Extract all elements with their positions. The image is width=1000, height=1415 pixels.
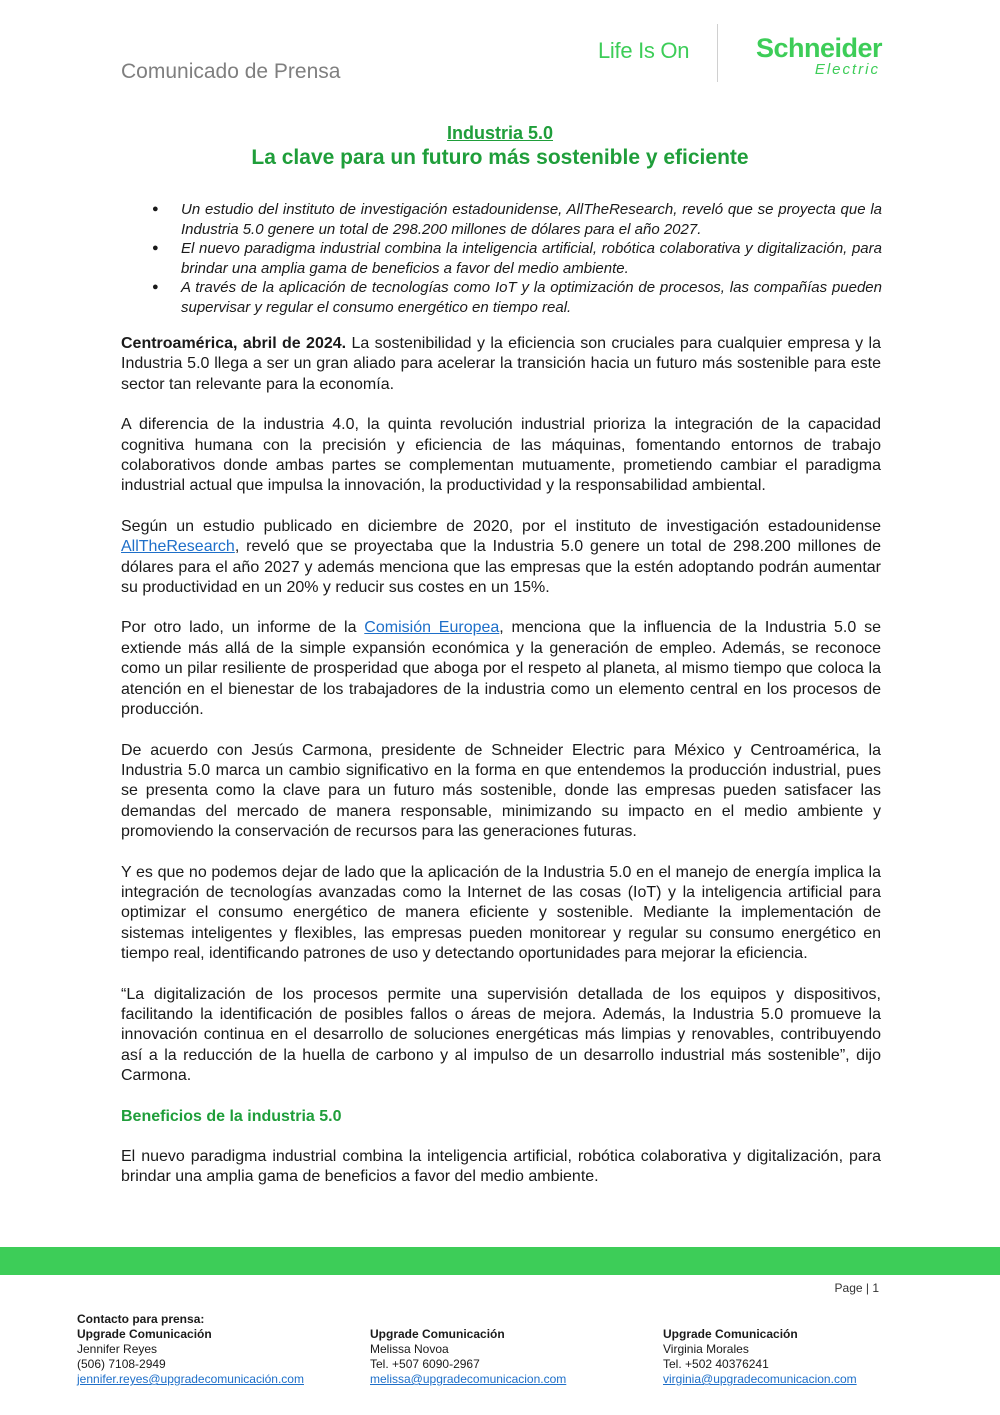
bullet-item: ● Un estudio del instituto de investigación estadounidense, AllTheResearch, reveló que se proyecta que la Industria 5.0 genere un total de 298.200 millones de dólares para el año 2027. (150, 200, 882, 239)
paragraph: A diferencia de la industria 4.0, la quinta revolución industrial prioriza la integración de la capacidad cognitiva humana con la precisión y eficiencia de las máquinas, fomentando entornos de trabajo colaborativos donde ambas partes se complementan mutuamente, prometiendo cambiar el paradigma industrial actual que impulsa la innovación, la productividad y la responsabilidad ambiental. (121, 416, 881, 495)
document-type-label: Comunicado de Prensa (121, 60, 341, 83)
life-is-on-tagline: Life Is On (598, 38, 690, 63)
title-block (0, 122, 1000, 172)
footer-band (0, 1247, 1000, 1275)
summary-bullets (150, 200, 882, 317)
logo-divider (717, 24, 718, 82)
press-contacts (77, 1312, 887, 1392)
paragraph: Y es que no podemos dejar de lado que la aplicación de la Industria 5.0 en el manejo de energía implica la integración de tecnologías avanzadas como la Internet de las cosas (IoT) y la inteligencia artificial para optimizar el consumo energético de manera eficiente y sostenible. Mediante la implementación de sistemas inteligentes y flexibles, las empresas pueden monitorear y regular su consumo energético en tiempo real, identificando patrones de uso y detectando oportunidades para mejorar la eficiencia. (121, 863, 881, 963)
contact-org: Upgrade Comunicación (663, 1327, 798, 1341)
contact-phone: (506) 7108-2949 (77, 1357, 166, 1371)
contact-phone: Tel. +502 40376241 (663, 1357, 769, 1371)
schneider-electric-logo (730, 34, 882, 78)
quote-paragraph: “La digitalización de los procesos permite una supervisión detallada de los equipos y dispositivos, facilitando la identificación de posibles fallos o áreas de mejora. Además, la Industria 5.0 promueve la innovación continua en el desarrollo de soluciones energéticas más limpias y renovables, contribuyendo así a la reducción de la huella de carbono y al impulso de un desarrollo industrial más sostenible”, dijo Carmona. (121, 985, 882, 1085)
paragraph: Según un estudio publicado en diciembre de 2020, por el instituto de investigación estadounidense AllTheResearch, reveló que se proyectaba que la Industria 5.0 genere un total de 298.200 millones de dólares para el año 2027 y además menciona que las empresas que la estén adoptando podrán aumentar su productividad en un 20% y reducir sus costes en un 15%. (121, 517, 881, 597)
paragraph: El nuevo paradigma industrial combina la inteligencia artificial, robótica colaborativa y digitalización, para brindar una amplia gama de beneficios a favor del medio ambiente. (121, 1148, 881, 1186)
contact-column (77, 1312, 304, 1387)
quote: “La digitalización de los procesos permite una supervisión detallada de los equipos y dispositivos, facilitando la identificación de posibles fallos o áreas de mejora. Además, la Industria 5.0 promueve la innovación continua en el desarrollo de soluciones energéticas más limpias y renovables, contribuyendo así a la reducción de la huella de carbono y al impulso de un desarrollo industrial más sostenible” (121, 985, 881, 1064)
paragraph-intro: Centroamérica, abril de 2024. La sostenibilidad y la eficiencia son cruciales para cualquier empresa y la Industria 5.0 llega a ser un gran aliado para acelerar la transición hacia un futuro más sostenible para este sector tan relevante para la economía. (121, 335, 881, 393)
alltheresearch-link[interactable]: AllTheResearch (121, 538, 235, 556)
contact-name: Melissa Novoa (370, 1342, 449, 1356)
bullet-item: ● El nuevo paradigma industrial combina la inteligencia artificial, robótica colaborativa y digitalización, para brindar una amplia gama de beneficios a favor del medio ambiente. (150, 239, 882, 278)
contact-phone: Tel. +507 6090-2967 (370, 1357, 480, 1371)
contact-email-link[interactable]: melissa@upgradecomunicacion.com (370, 1372, 567, 1386)
contact-email-link[interactable]: jennifer.reyes@upgradecomunicación.com (77, 1372, 304, 1386)
dateline: Centroamérica, abril de 2024. (121, 335, 347, 352)
contact-column (370, 1327, 566, 1387)
paragraph: Por otro lado, un informe de la Comisión Europea, menciona que la influencia de la Industria 5.0 se extiende más allá de la simple expansión económica y la generación de empleo. Además, se reconoce como un pilar resiliente de prosperidad que aboga por el respeto al planeta, al mismo tiempo que coloca la atención en el bienestar de los trabajadores de la industria como un elemento central en los procesos de producción. (121, 619, 881, 719)
section-heading: Beneficios de la industria 5.0 (121, 1107, 342, 1125)
article-body (121, 334, 881, 1188)
bullet-item: ● A través de la aplicación de tecnologías como IoT y la optimización de procesos, las compañías pueden supervisar y regular el consumo energético en tiempo real. (150, 278, 882, 317)
contact-org: Upgrade Comunicación (77, 1327, 212, 1341)
title-kicker: Industria 5.0 (446, 123, 554, 143)
comision-europea-link[interactable]: Comisión Europea (364, 619, 500, 637)
logo-name: Schneider (755, 33, 882, 63)
headline: La clave para un futuro más sostenible y eficiente (251, 146, 749, 169)
page-number: Page | 1 (834, 1281, 879, 1295)
contact-org: Upgrade Comunicación (370, 1327, 505, 1341)
contact-name: Virginia Morales (663, 1342, 749, 1356)
contact-column (663, 1327, 857, 1387)
contact-name: Jennifer Reyes (77, 1342, 158, 1356)
contact-heading: Contacto para prensa: (77, 1312, 205, 1326)
logo-sub: Electric (814, 61, 880, 78)
contact-email-link[interactable]: virginia@upgradecomunicacion.com (663, 1372, 857, 1386)
paragraph: De acuerdo con Jesús Carmona, presidente de Schneider Electric para México y Centroamérica, la Industria 5.0 marca un cambio significativo en la forma en que entendemos la producción industrial, pues se presenta como la clave para un futuro más sostenible, donde las empresas pueden satisfacer las demandas del mercado de manera responsable, minimizando su impacto en el medio ambiente y promoviendo la conservación de recursos para las generaciones futuras. (121, 741, 881, 841)
